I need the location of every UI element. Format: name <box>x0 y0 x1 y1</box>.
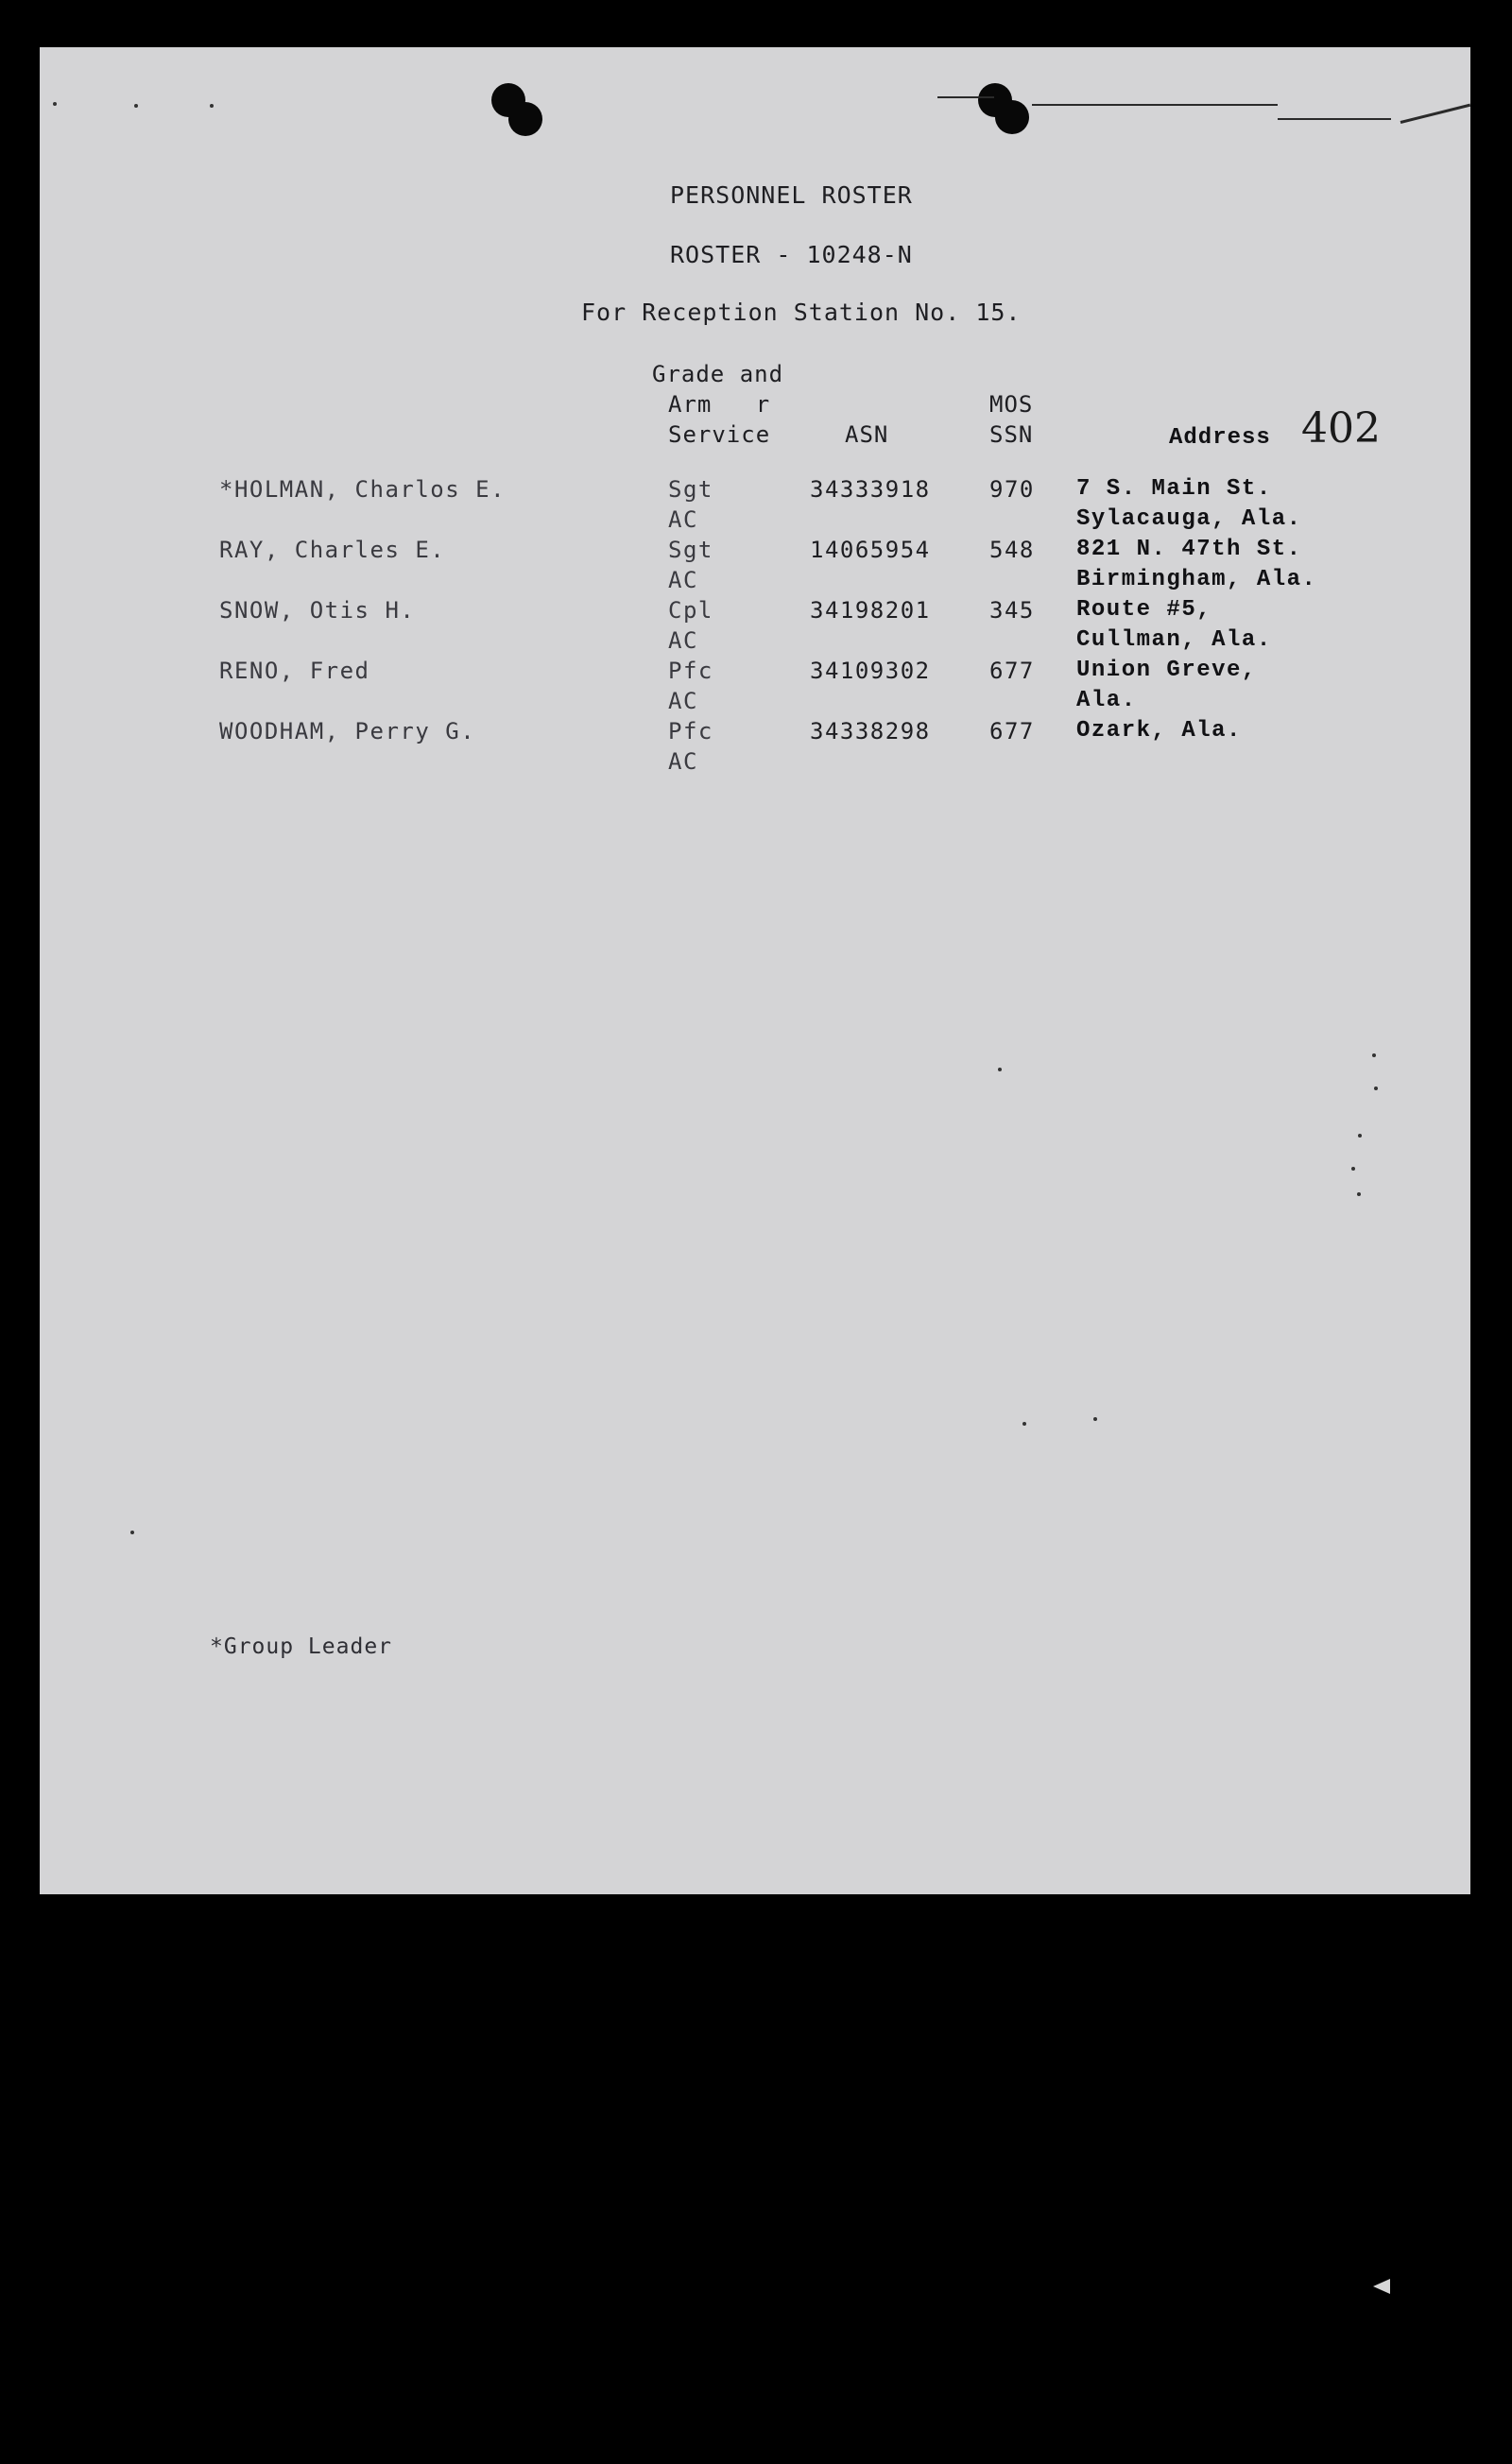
roster-asn: 34109302 <box>810 658 931 684</box>
column-header-ssn: SSN <box>989 421 1034 448</box>
roster-mos: 677 <box>989 718 1035 744</box>
scan-streak <box>1400 104 1470 124</box>
roster-arm: AC <box>668 506 698 533</box>
roster-address-line1: 7 S. Main St. <box>1076 476 1272 502</box>
page-corner-arrow-icon <box>1373 2279 1390 2294</box>
roster-mos: 345 <box>989 597 1035 624</box>
roster-address-line1: Ozark, Ala. <box>1076 718 1242 744</box>
column-header-address: Address <box>1169 425 1271 451</box>
roster-asn: 14065954 <box>810 537 931 563</box>
dust-speck <box>1374 1087 1378 1090</box>
page-number-stamp: 402 <box>1301 404 1381 453</box>
dust-speck <box>998 1068 1002 1071</box>
roster-address-line1: 821 N. 47th St. <box>1076 537 1302 562</box>
roster-name: RAY, Charles E. <box>219 537 446 563</box>
roster-grade: Cpl <box>668 597 713 624</box>
punch-hole-right-2 <box>995 100 1029 134</box>
dust-speck <box>1358 1134 1362 1138</box>
roster-name: RENO, Fred <box>219 658 370 684</box>
roster-arm: AC <box>668 567 698 593</box>
roster-arm: AC <box>668 748 698 775</box>
roster-address-line1: Union Greve, <box>1076 658 1257 683</box>
column-header-grade-line3: Service <box>668 421 771 448</box>
dust-speck <box>1372 1053 1376 1057</box>
scan-streak <box>937 96 994 98</box>
roster-address-line2: Ala. <box>1076 688 1137 713</box>
dust-speck <box>1093 1417 1097 1421</box>
roster-mos: 970 <box>989 476 1035 503</box>
roster-asn: 34198201 <box>810 597 931 624</box>
dust-speck <box>1351 1167 1355 1171</box>
roster-grade: Pfc <box>668 718 713 744</box>
scan-streak <box>1032 104 1278 106</box>
roster-asn: 34338298 <box>810 718 931 744</box>
roster-name: WOODHAM, Perry G. <box>219 718 476 744</box>
roster-name: *HOLMAN, Charlos E. <box>219 476 507 503</box>
roster-mos: 677 <box>989 658 1035 684</box>
punch-hole-left-2 <box>508 102 542 136</box>
roster-page <box>40 47 1470 1894</box>
dust-speck <box>1357 1192 1361 1196</box>
roster-address-line2: Cullman, Ala. <box>1076 627 1272 653</box>
roster-address-line2: Birmingham, Ala. <box>1076 567 1317 592</box>
document-title: PERSONNEL ROSTER <box>670 181 913 209</box>
roster-number: ROSTER - 10248-N <box>670 241 913 268</box>
roster-grade: Pfc <box>668 658 713 684</box>
roster-grade: Sgt <box>668 537 713 563</box>
footnote-group-leader: *Group Leader <box>210 1634 393 1659</box>
station-line: For Reception Station No. 15. <box>581 299 1022 326</box>
dust-speck <box>134 104 138 108</box>
roster-asn: 34333918 <box>810 476 931 503</box>
scan-streak <box>1278 118 1391 120</box>
column-header-asn: ASN <box>845 421 889 448</box>
column-header-grade-line2: Arm r <box>668 391 771 418</box>
column-header-grade-line1: Grade and <box>652 361 784 387</box>
dust-speck <box>1022 1422 1026 1426</box>
dust-speck <box>130 1531 134 1534</box>
dust-speck <box>210 104 214 108</box>
dust-speck <box>53 102 57 106</box>
roster-address-line1: Route #5, <box>1076 597 1212 623</box>
roster-arm: AC <box>668 627 698 654</box>
column-header-mos: MOS <box>989 391 1034 418</box>
roster-address-line2: Sylacauga, Ala. <box>1076 506 1302 532</box>
roster-mos: 548 <box>989 537 1035 563</box>
roster-grade: Sgt <box>668 476 713 503</box>
roster-name: SNOW, Otis H. <box>219 597 416 624</box>
roster-arm: AC <box>668 688 698 714</box>
